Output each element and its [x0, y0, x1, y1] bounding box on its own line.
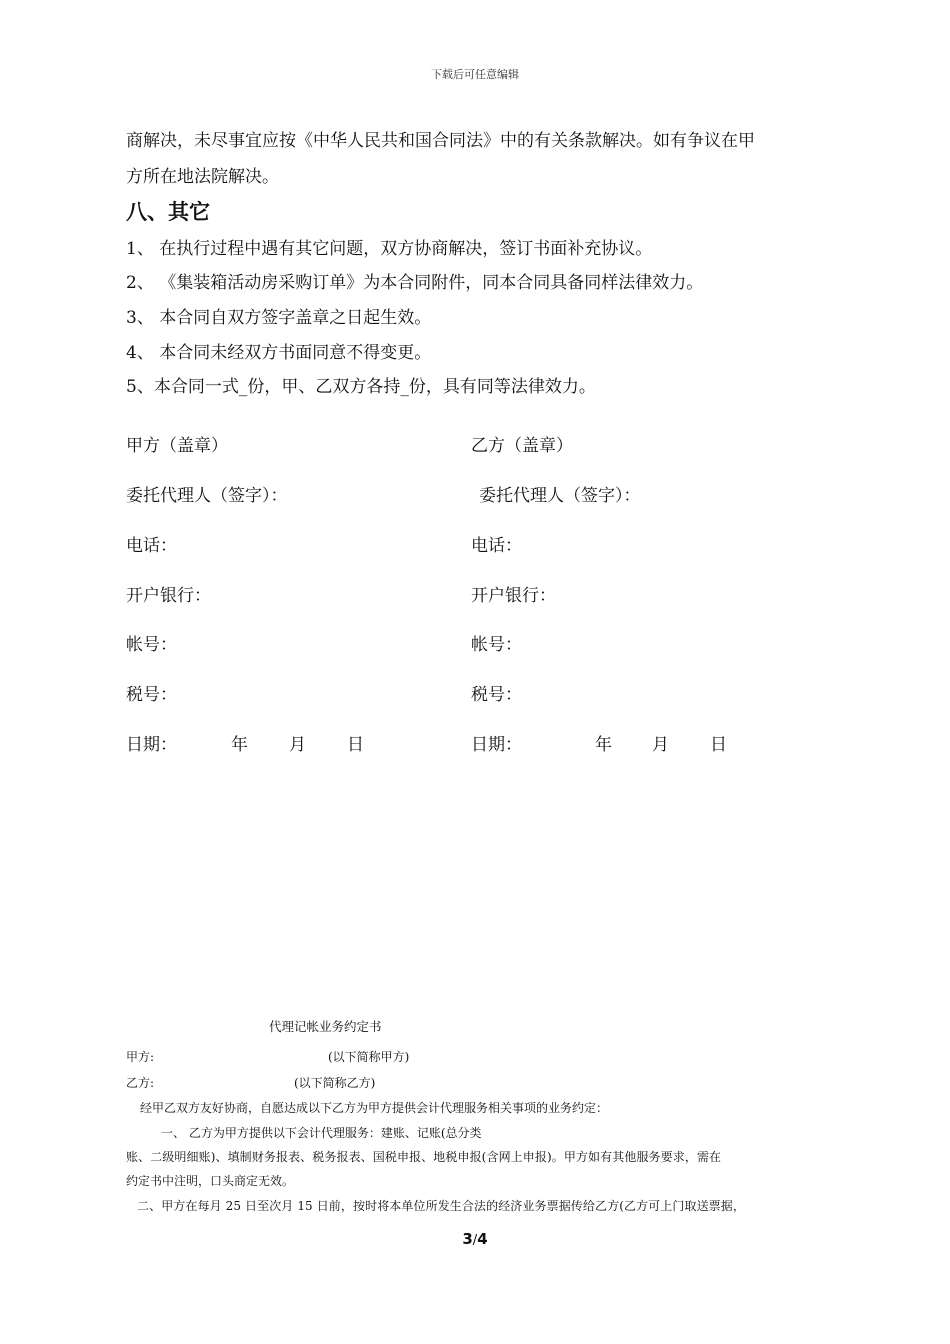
intro-line-2: 方所在地法院解决。: [126, 167, 279, 187]
party-b-tax: 税号：: [471, 685, 522, 705]
party-a-year: 年: [231, 735, 248, 755]
clause-item-1: 1、 在执行过程中遇有其它问题，双方协商解决，签订书面补充协议。: [126, 239, 653, 259]
appendix-line-3: 账、二级明细账)、填制财务报表、税务报表、国税申报、地税申报(含网上申报)。甲方如有其他服务要求，需在: [126, 1150, 722, 1164]
party-b-account: 帐号：: [471, 635, 522, 655]
party-a-date-label: 日期：: [126, 735, 177, 755]
party-b-seal: 乙方（盖章）: [471, 436, 573, 456]
party-a-phone: 电话：: [126, 536, 177, 556]
party-b-phone: 电话：: [471, 536, 522, 556]
party-b-year: 年: [595, 735, 612, 755]
page-number: [0, 1230, 950, 1248]
appendix-party-b-label: 乙方:: [126, 1076, 155, 1090]
appendix-line-2: 一、 乙方为甲方提供以下会计代理服务：建账、记账(总分类: [161, 1126, 482, 1140]
party-b-day: 日: [710, 735, 727, 755]
party-a-tax: 税号：: [126, 685, 177, 705]
appendix-party-a-label: 甲方:: [126, 1050, 155, 1064]
party-b-month: 月: [652, 735, 669, 755]
party-a-agent: 委托代理人（签字）：: [126, 486, 288, 506]
clause-item-4: 4、 本合同未经双方书面同意不得变更。: [126, 343, 432, 363]
appendix-line-5: 二、甲方在每月 25 日至次月 15 日前，按时将本单位所发生合法的经济业务票据传给乙方(乙方可上门取送票据，: [137, 1199, 745, 1213]
appendix-line-1: 经甲乙双方友好协商，自愿达成以下乙方为甲方提供会计代理服务相关事项的业务约定：: [140, 1101, 609, 1115]
page-total: 4: [477, 1230, 488, 1248]
appendix-party-b-note: (以下简称乙方): [294, 1076, 376, 1090]
page-header: 下载后可任意编辑: [431, 68, 519, 81]
party-b-bank: 开户银行：: [471, 586, 556, 606]
party-a-bank: 开户银行：: [126, 586, 211, 606]
party-a-month: 月: [289, 735, 306, 755]
party-a-day: 日: [347, 735, 364, 755]
party-a-seal: 甲方（盖章）: [126, 436, 228, 456]
clause-item-5: 5、本合同一式_份，甲、乙双方各持_份，具有同等法律效力。: [126, 377, 596, 397]
appendix-line-4: 约定书中注明，口头商定无效。: [126, 1174, 295, 1188]
section-heading: 八、其它: [126, 199, 210, 224]
clause-item-2: 2、 《集装箱活动房采购订单》为本合同附件，同本合同具备同样法律效力。: [126, 273, 704, 293]
appendix-party-a-note: (以下简称甲方): [328, 1050, 410, 1064]
party-b-date-label: 日期：: [471, 735, 522, 755]
party-a-account: 帐号：: [126, 635, 177, 655]
page-separator: /: [472, 1233, 478, 1248]
clause-item-3: 3、 本合同自双方签字盖章之日起生效。: [126, 308, 432, 328]
intro-line-1: 商解决，未尽事宜应按《中华人民共和国合同法》中的有关条款解决。如有争议在甲: [126, 131, 755, 151]
appendix-title: 代理记帐业务约定书: [269, 1019, 382, 1034]
party-b-agent: 委托代理人（签字）：: [479, 486, 641, 506]
page-current: 3: [462, 1230, 473, 1248]
